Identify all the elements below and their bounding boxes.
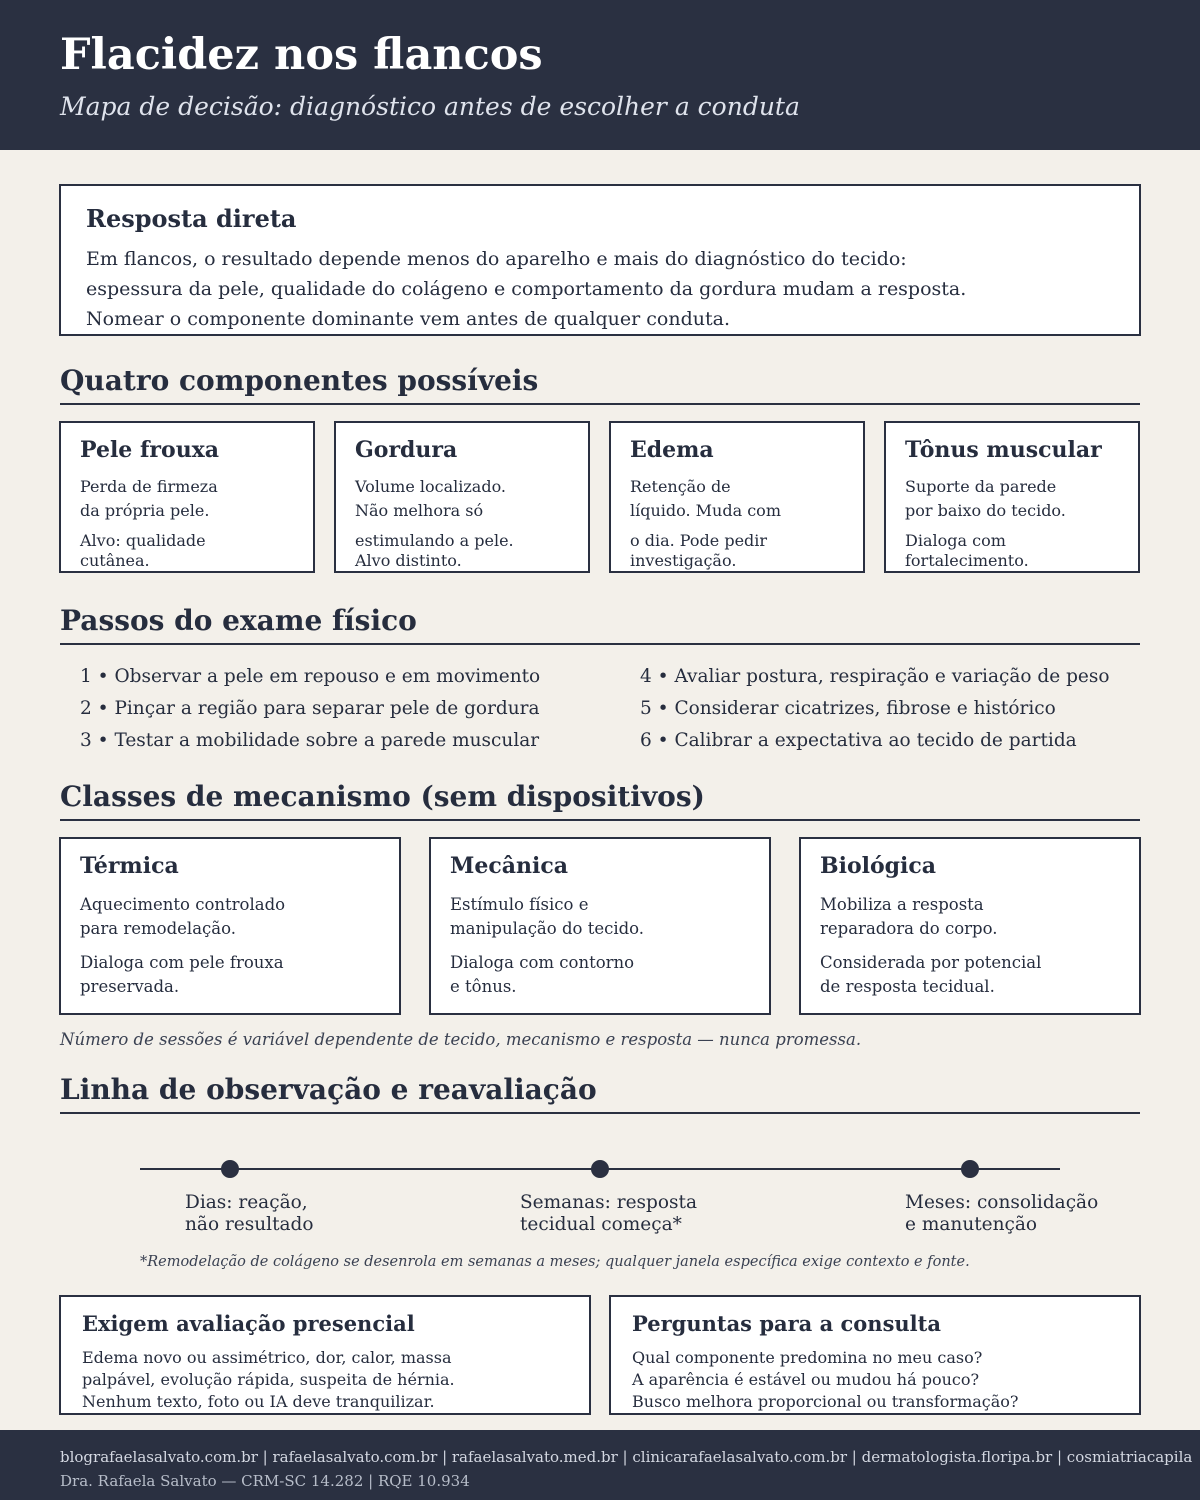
timeline-label-meses (905, 1192, 1098, 1236)
footer-links[interactable]: blografaelasalvato.com.br | rafaelasalvato.com.br | rafaelasalvato.med.br | clinicarafaelasalvato.com.br | dermatologista.floripa.br | cosmiatriacapila (60, 1448, 1193, 1466)
component-title: Tônus muscular (905, 437, 1102, 463)
presencial-text: Edema novo ou assimétrico, dor, calor, massa (82, 1348, 452, 1367)
timeline-section-title: Linha de observação e reavaliação (60, 1073, 597, 1106)
timeline-marker-semanas (591, 1160, 609, 1178)
header-banner (0, 0, 1200, 150)
component-text: investigação. (630, 551, 737, 570)
presencial-box (59, 1295, 591, 1415)
section-divider (60, 403, 1140, 405)
mechanism-text: e tônus. (450, 977, 517, 996)
sessions-note: Número de sessões é variável dependente de tecido, mecanismo e resposta — nunca promessa. (60, 1030, 862, 1049)
component-card-edema (609, 421, 865, 573)
section-divider (60, 643, 1140, 645)
mechanism-text: Dialoga com contorno (450, 953, 635, 972)
component-text: Alvo: qualidade (80, 531, 206, 550)
mechanism-card-mecanica (429, 837, 771, 1015)
component-title: Pele frouxa (80, 437, 220, 463)
timeline-label-line: e manutenção (905, 1214, 1038, 1235)
page-title: Flacidez nos flancos (60, 30, 543, 80)
mechanism-text: Aquecimento controlado (80, 895, 286, 914)
section-divider (60, 819, 1140, 821)
mechanism-text: manipulação do tecido. (450, 919, 645, 938)
mechanism-text: de resposta tecidual. (820, 977, 995, 996)
timeline-label-line: não resultado (185, 1214, 314, 1235)
component-text: Perda de firmeza (80, 477, 218, 496)
direct-answer-line: espessura da pele, qualidade do colágeno e comportamento da gordura mudam a resposta. (86, 278, 967, 300)
timeline-label-line: tecidual começa* (520, 1214, 682, 1235)
footer-credit: Dra. Rafaela Salvato — CRM-SC 14.282 | RQE 10.934 (60, 1472, 470, 1490)
timeline-label-line: Dias: reação, (185, 1192, 308, 1213)
mechanism-text: Mobiliza a resposta (820, 895, 984, 914)
mechanism-text: reparadora do corpo. (820, 919, 998, 938)
component-text: líquido. Muda com (630, 501, 781, 520)
component-text: por baixo do tecido. (905, 501, 1066, 520)
component-card-gordura (334, 421, 590, 573)
mechanism-card-termica (59, 837, 401, 1015)
mechanism-title: Térmica (80, 853, 179, 879)
direct-answer-title: Resposta direta (86, 204, 297, 233)
component-text: Retenção de (630, 477, 731, 496)
timeline-marker-meses (961, 1160, 979, 1178)
mechanism-title: Biológica (820, 853, 937, 879)
direct-answer-line: Em flancos, o resultado depende menos do aparelho e mais do diagnóstico do tecido: (86, 248, 907, 270)
question-text: Qual componente predomina no meu caso? (632, 1348, 983, 1367)
presencial-title: Exigem avaliação presencial (82, 1311, 415, 1336)
timeline-label-line: Meses: consolidação (905, 1192, 1099, 1213)
direct-answer-box (59, 184, 1141, 336)
exam-step: 5 • Considerar cicatrizes, fibrose e histórico (640, 698, 1056, 719)
mechanism-text: Considerada por potencial (820, 953, 1042, 972)
exam-step: 6 • Calibrar a expectativa ao tecido de partida (640, 730, 1077, 751)
presencial-text: Nenhum texto, foto ou IA deve tranquilizar. (82, 1392, 435, 1411)
component-text: Não melhora só (355, 501, 484, 520)
component-text: da própria pele. (80, 501, 210, 520)
timeline-label-dias (185, 1192, 314, 1236)
exam-step: 2 • Pinçar a região para separar pele de gordura (80, 698, 540, 719)
question-text: Busco melhora proporcional ou transformação? (632, 1392, 1019, 1411)
mechanism-card-biologica (799, 837, 1141, 1015)
component-card-pele-frouxa (59, 421, 315, 573)
footer (0, 1430, 1200, 1500)
component-text: Alvo distinto. (355, 551, 462, 570)
component-text: Volume localizado. (355, 477, 506, 496)
question-text: A aparência é estável ou mudou há pouco? (632, 1370, 980, 1389)
questions-title: Perguntas para a consulta (632, 1311, 941, 1336)
timeline-marker-dias (221, 1160, 239, 1178)
components-section-title: Quatro componentes possíveis (60, 364, 539, 397)
mechanism-text: Estímulo físico e (450, 895, 589, 914)
component-text: Dialoga com (905, 531, 1006, 550)
component-text: Suporte da parede (905, 477, 1057, 496)
component-card-tonus-muscular (884, 421, 1140, 573)
direct-answer-line: Nomear o componente dominante vem antes de qualquer conduta. (86, 308, 731, 330)
component-text: fortalecimento. (905, 551, 1029, 570)
mechanisms-section-title: Classes de mecanismo (sem dispositivos) (60, 780, 705, 813)
component-text: o dia. Pode pedir (630, 531, 768, 550)
component-text: estimulando a pele. (355, 531, 514, 550)
component-text: cutânea. (80, 551, 150, 570)
exam-step: 3 • Testar a mobilidade sobre a parede muscular (80, 730, 540, 751)
timeline-footnote: *Remodelação de colágeno se desenrola em semanas a meses; qualquer janela específica exige contexto e fonte. (140, 1254, 970, 1270)
mechanism-text: preservada. (80, 977, 180, 996)
timeline-label-line: Semanas: resposta (520, 1192, 697, 1213)
mechanism-text: Dialoga com pele frouxa (80, 953, 284, 972)
presencial-text: palpável, evolução rápida, suspeita de hérnia. (82, 1370, 455, 1389)
timeline-label-semanas (520, 1192, 697, 1236)
page-subtitle: Mapa de decisão: diagnóstico antes de escolher a conduta (60, 92, 800, 121)
mechanism-text: para remodelação. (80, 919, 237, 938)
exam-section-title: Passos do exame físico (60, 604, 417, 637)
component-title: Edema (630, 437, 714, 463)
section-divider (60, 1112, 1140, 1114)
mechanism-title: Mecânica (450, 853, 569, 879)
component-title: Gordura (355, 437, 458, 463)
exam-step: 1 • Observar a pele em repouso e em movimento (80, 666, 541, 687)
exam-step: 4 • Avaliar postura, respiração e variação de peso (640, 666, 1110, 687)
questions-box (609, 1295, 1141, 1415)
